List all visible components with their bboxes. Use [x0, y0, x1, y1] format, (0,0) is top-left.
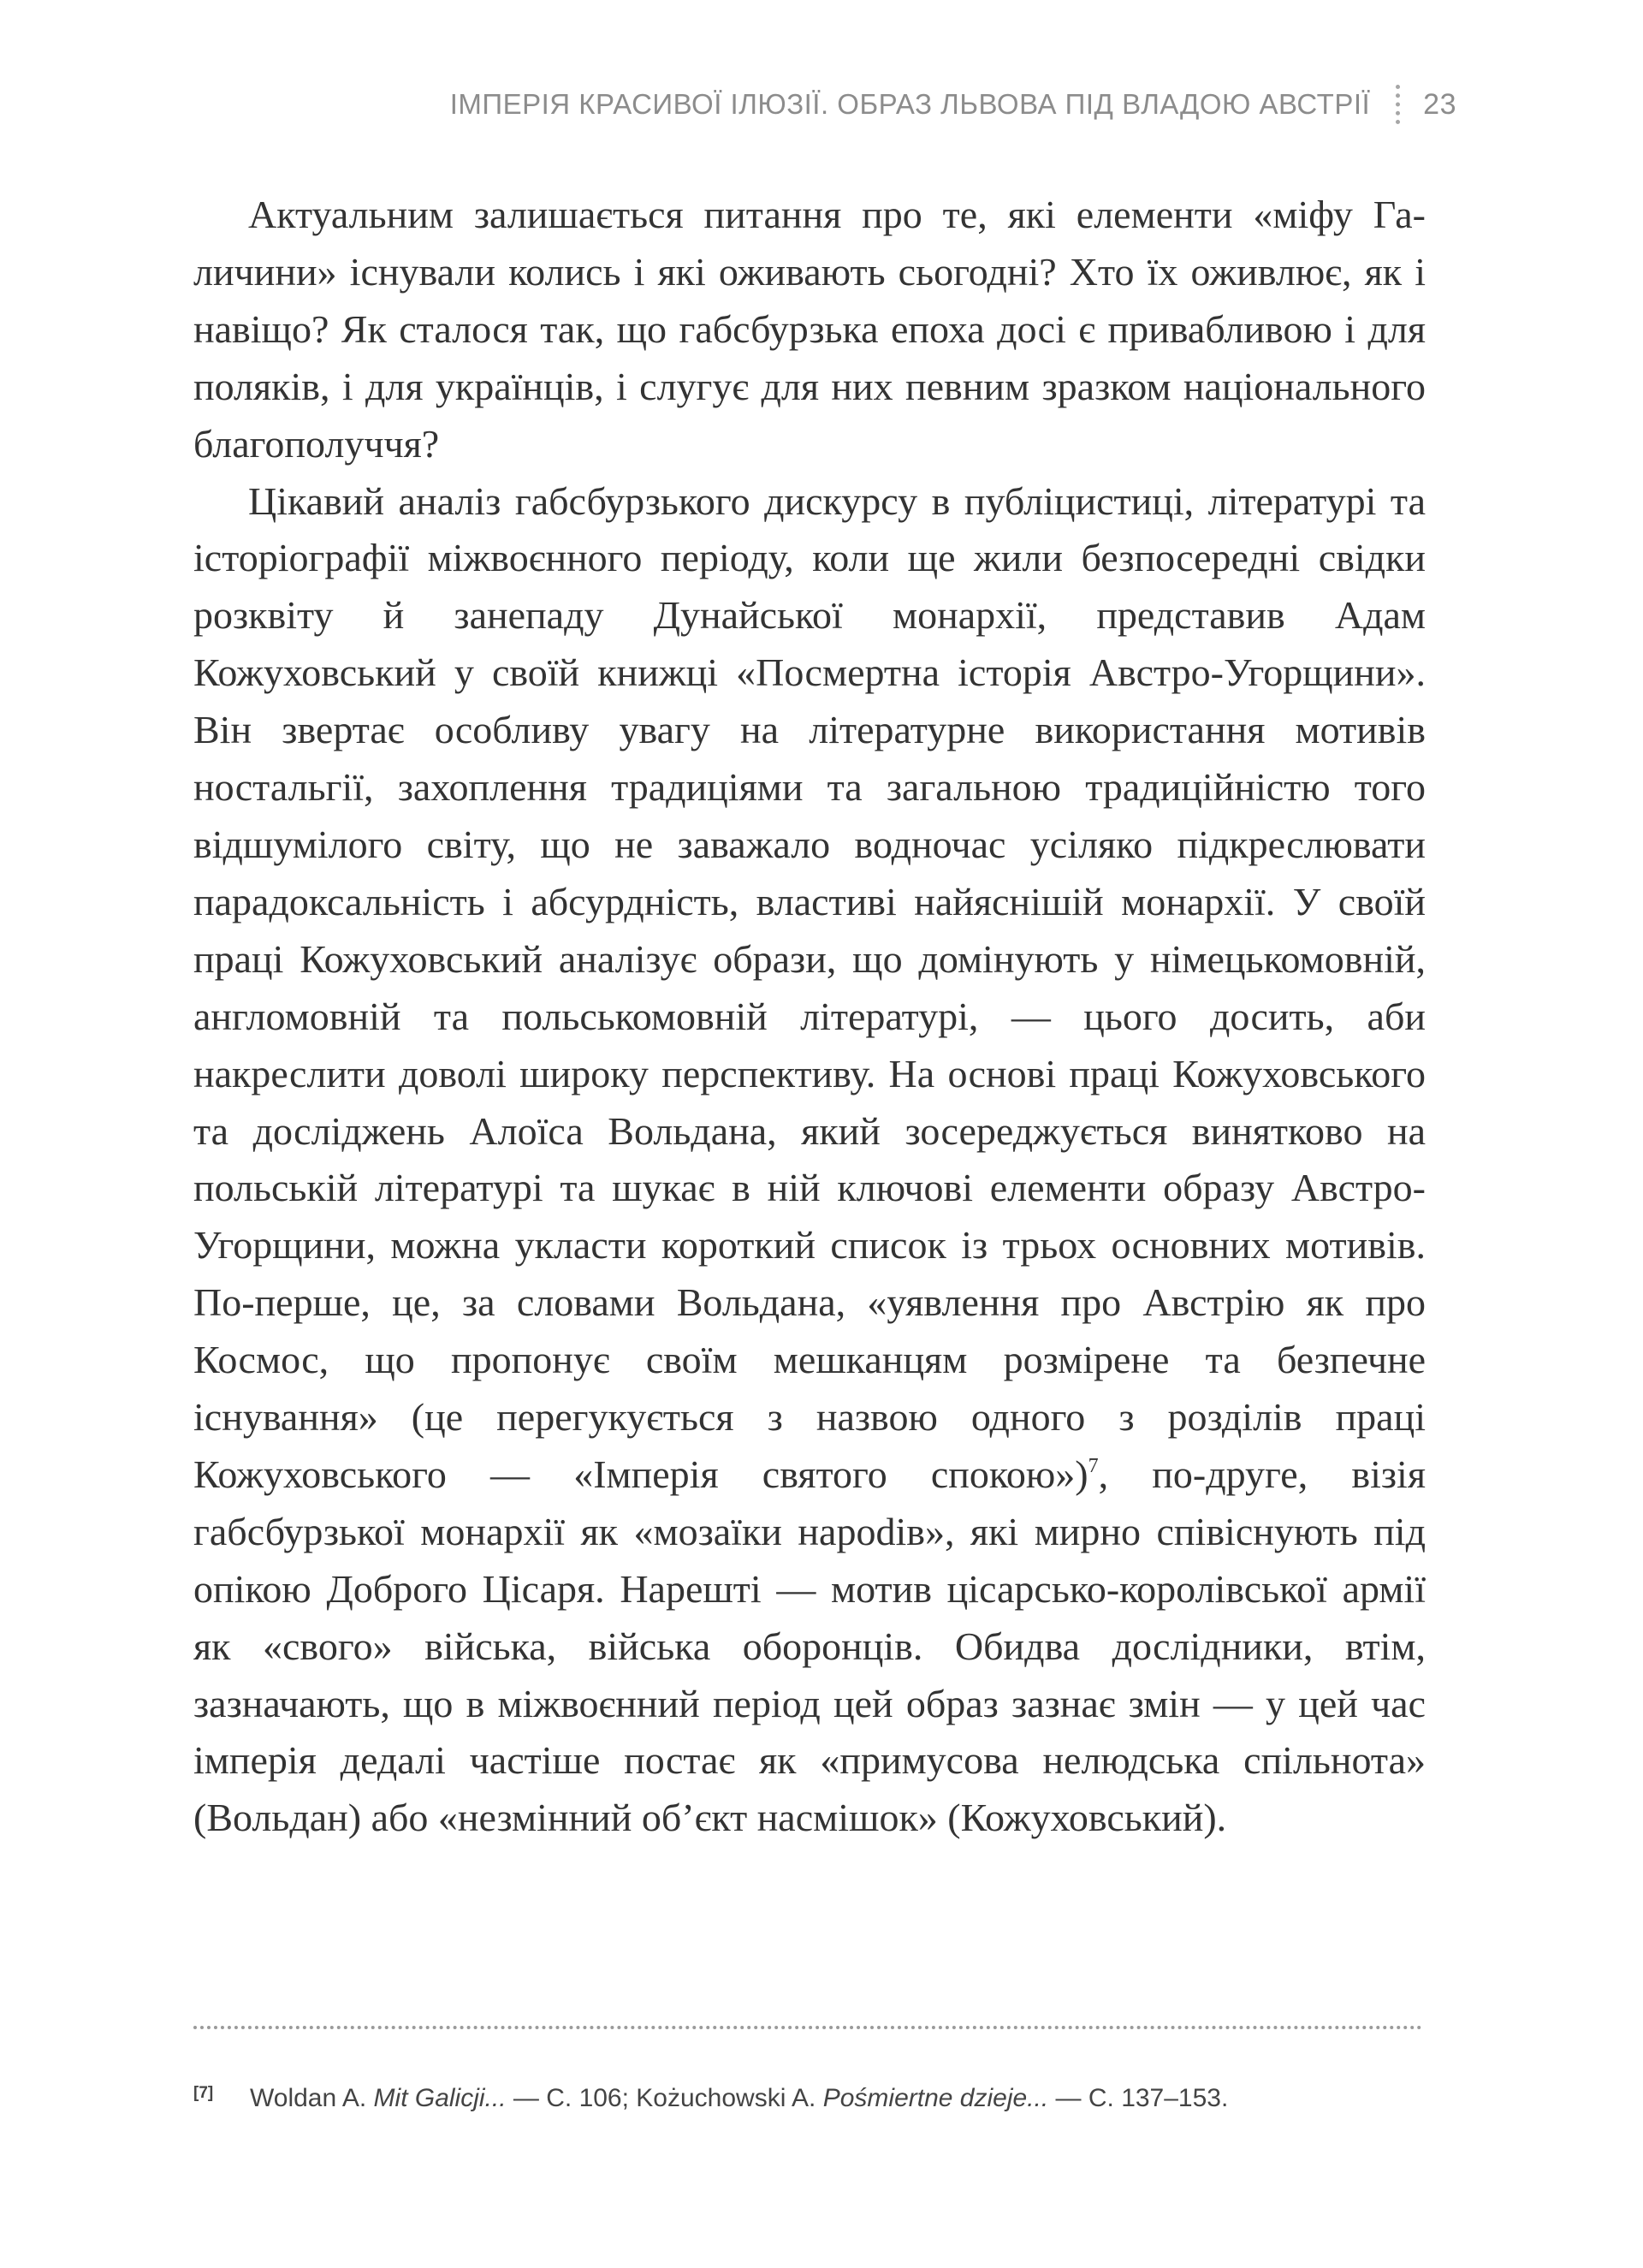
footnote-part: — С. 106; Kożuchowski A. — [506, 2084, 823, 2112]
footnote-marker: [7] — [193, 2084, 214, 2102]
running-head-title: ІМПЕРІЯ КРАСИВОЇ ІЛЮЗІЇ. ОБРАЗ ЛЬВОВА ПІД ВЛАДОЮ АВСТРІЇ — [449, 88, 1371, 120]
footnote-title: Pośmiertne dzieje... — [822, 2084, 1049, 2112]
footnote-divider — [193, 2026, 1422, 2029]
body-text — [193, 187, 1426, 1847]
page-number: 23 — [1423, 87, 1456, 121]
footnote-reference[interactable]: 7 — [1088, 1454, 1099, 1477]
paragraph — [193, 473, 1426, 1848]
footnote-text — [250, 2084, 1228, 2113]
paragraph-text: Цікавий аналіз габсбурзького дискурсу в публіцистиці, літературі та історіографії міжвоєнного періоду, коли ще жили безпосередні свідки розквіту й занепаду Дунайської монархії, представив Адам Кожуховський у своїй книжці «Посмертна історія Австро-Угорщини». Він звертає особливу увагу на літературне використання мотивів ностальгії, захоплення традиціями та загальною традиційністю того відшумілого світу, що не заважало водночас усіляко підкреслювати парадоксальність і абсурдність, властиві найяснішій монархії. У своїй праці Кожуховський аналізує образи, що домінують у німецькомовній, англомовній та польськомовній літературі, — цього досить, аби накреслити доволі широку перспективу. На основі праці Кожуховського та досліджень Алоїса Вольдана, який зосереджується винятково на польській літературі та шукає в ній ключові елементи образу Австро-Угорщини, можна укласти короткий список із трьох основних мотивів. По-перше, це, за словами Вольдана, «уявлення про Австрію як про Космос, що пропонує своїм мешканцям розмірене та безпечне існування» (це перегукується з назвою одного з розділів праці Кожуховського — «Імперія святого спокою») — [193, 478, 1426, 1496]
footnote — [193, 2084, 1426, 2113]
paragraph: Актуальним залишається питання про те, які елементи «міфу Галичини» існували колись і які оживають сьогодні? Хто їх оживлює, як і навіщо? Як сталося так, що габсбурзька епоха досі є привабливою і для поляків, і для українців, і слугує для них певним зразком національного благополуччя? — [193, 193, 1426, 466]
running-head-separator — [1396, 85, 1401, 124]
paragraph-text: , по-друге, візія габсбурзької монархії як «мозаїки нароdів», які мирно співіснують під опікою Доброго Цісаря. Нарешті — мотив цісарсько-королівської армії як «свого» війська, війська оборонців. Обидва дослідники, втім, зазначають, що в міжвоєнний період цей образ зазнає змін — у цей час імперія дедалі частіше постає як «примусова нелюдська спільнота» (Вольдан) або «незмінний об’єкт насмішок» (Кожуховський). — [193, 1452, 1426, 1840]
footnote-part: Woldan A. — [250, 2084, 374, 2112]
footnote-part: — С. 137–153. — [1048, 2084, 1229, 2112]
running-head — [450, 79, 1456, 130]
footnote-title: Mit Galicji... — [373, 2084, 507, 2112]
